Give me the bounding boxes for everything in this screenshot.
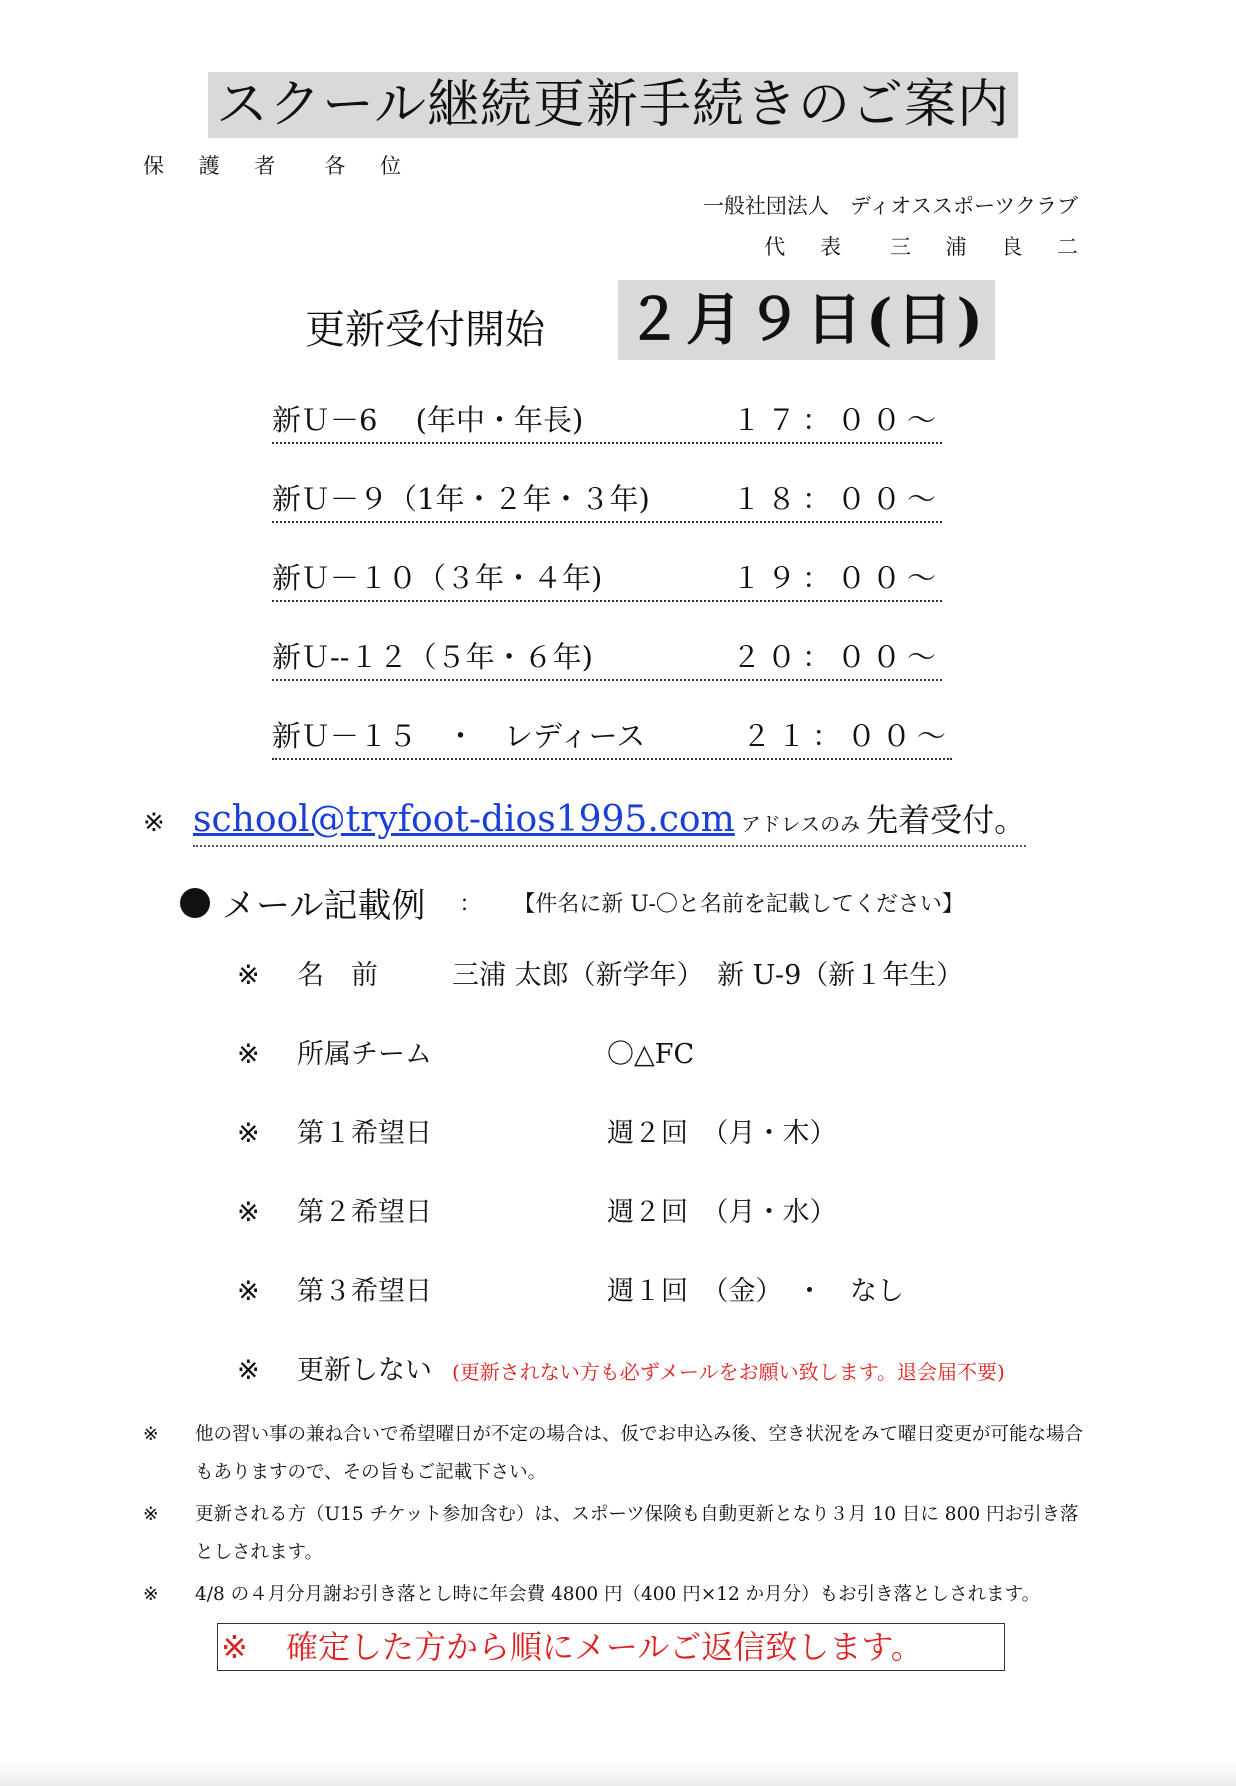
mail-example-row bbox=[237, 1272, 904, 1312]
row-key: 所属チーム bbox=[297, 1039, 432, 1070]
no-renew-note: (更新されない方も必ずメールをお願い致します。退会届不要) bbox=[452, 1360, 1005, 1384]
row-mark: ※ bbox=[237, 1355, 260, 1386]
schedule-time: ２０：００～ bbox=[732, 640, 943, 674]
mail-example-colon: ： bbox=[459, 892, 482, 917]
schedule-group: 新Ｕ－９（1年・２年・３年) bbox=[272, 482, 650, 516]
schedule-time: １９：００～ bbox=[732, 561, 943, 595]
mail-example-row bbox=[237, 956, 963, 996]
schedule-time: １８：００～ bbox=[732, 482, 943, 516]
footnote-text: 他の習い事の兼ね合いで希望曜日が不定の場合は、仮でお申込み後、空き状況をみて曜日変更が可能な場合もありますので、その旨もご記載下さい。 bbox=[195, 1424, 1084, 1483]
row-value: 週１回 （金） ・ なし bbox=[607, 1276, 904, 1307]
schedule-row bbox=[272, 400, 942, 444]
mail-example-instruction: 【件名に新 U-〇と名前を記載してください】 bbox=[513, 892, 964, 917]
mail-example-row bbox=[237, 1193, 837, 1233]
page-bottom-shadow bbox=[0, 1760, 1236, 1786]
footnote bbox=[143, 1416, 1095, 1492]
row-mark: ※ bbox=[237, 1039, 260, 1070]
footnote-text: 更新される方（U15 チケット参加含む）は、スポーツ保険も自動更新となり３月 10 日に 800 円お引き落としされます。 bbox=[195, 1504, 1079, 1563]
renewal-label: 更新受付開始 bbox=[305, 307, 545, 353]
row-mark: ※ bbox=[237, 1197, 260, 1228]
row-value: 週２回 （月・木） bbox=[607, 1118, 837, 1149]
footnote-mark: ※ bbox=[143, 1504, 159, 1525]
schedule-group: 新Ｕ--１２（５年・６年) bbox=[272, 640, 593, 674]
schedule-group: 新Ｕ－6 (年中・年長) bbox=[272, 403, 584, 437]
row-value: 週２回 （月・水） bbox=[607, 1197, 837, 1228]
row-mark: ※ bbox=[237, 960, 260, 991]
schedule-time: １７：００～ bbox=[732, 403, 943, 437]
row-value: 〇△FC bbox=[607, 1039, 695, 1070]
row-key: 更新しない bbox=[297, 1355, 432, 1386]
confirm-notice-box bbox=[217, 1623, 1005, 1671]
mail-example-header bbox=[180, 878, 964, 927]
mail-example-title: メール記載例 bbox=[222, 886, 426, 926]
row-key: 第２希望日 bbox=[297, 1197, 432, 1228]
schedule-group: 新Ｕ－１０（３年・４年) bbox=[272, 561, 603, 595]
footnote-mark: ※ bbox=[143, 1424, 159, 1445]
row-key: 第３希望日 bbox=[297, 1276, 432, 1307]
schedule-row bbox=[272, 637, 942, 681]
bullet-dot-icon bbox=[180, 888, 210, 918]
mail-example-no-renew-row bbox=[237, 1351, 1005, 1392]
addressee: 保 護 者 各 位 bbox=[143, 154, 416, 178]
row-key: 名 前 bbox=[297, 960, 378, 991]
representative: 代 表 三 浦 良 二 bbox=[764, 235, 1092, 259]
footnote-text: 4/8 の４月分月謝お引き落とし時に年会費 4800 円（400 円×12 か月分）もお引き落としされます。 bbox=[195, 1584, 1041, 1605]
organization: 一般社団法人 ディオススポーツクラブ bbox=[702, 194, 1078, 218]
page-title: スクール継続更新手続きのご案内 bbox=[208, 72, 1018, 138]
mail-example-row bbox=[237, 1035, 694, 1075]
renewal-date: ２月９日(日) bbox=[618, 280, 995, 360]
confirm-mark: ※ bbox=[221, 1628, 248, 1666]
schedule-group: 新Ｕ－１５ ・ レディース bbox=[272, 719, 646, 753]
footnote-mark: ※ bbox=[143, 1584, 159, 1605]
email-address-only-note: アドレスのみ bbox=[740, 812, 861, 836]
schedule-row bbox=[272, 716, 952, 760]
row-key: 第１希望日 bbox=[297, 1118, 432, 1149]
footnote bbox=[143, 1576, 1155, 1614]
schedule-row bbox=[272, 479, 942, 523]
email-first-come-note: 先着受付。 bbox=[866, 801, 1027, 839]
schedule-row bbox=[272, 558, 942, 602]
email-line bbox=[193, 795, 1026, 847]
footnote bbox=[143, 1496, 1095, 1572]
row-value: 三浦 太郎（新学年） 新 U-9（新１年生） bbox=[452, 960, 964, 991]
row-mark: ※ bbox=[237, 1118, 260, 1149]
mail-example-row bbox=[237, 1114, 837, 1154]
email-note-mark: ※ bbox=[143, 808, 165, 838]
confirm-text: 確定した方から順にメールご返信致します。 bbox=[285, 1628, 923, 1666]
schedule-time: ２１：００～ bbox=[742, 719, 953, 753]
email-link[interactable]: school@tryfoot-dios1995.com bbox=[193, 799, 735, 840]
row-mark: ※ bbox=[237, 1276, 260, 1307]
